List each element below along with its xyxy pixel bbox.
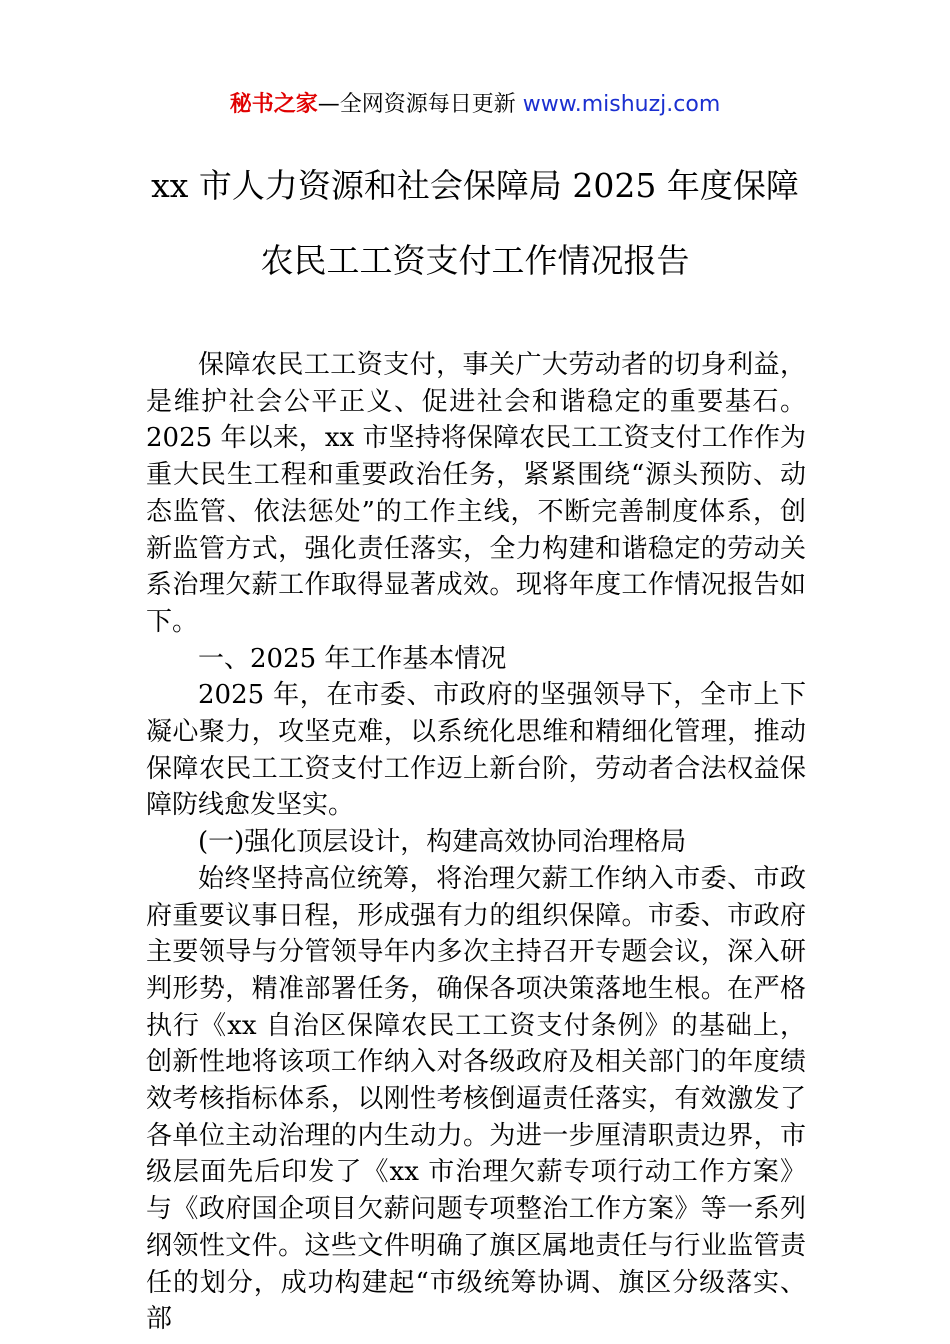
- title-line-2: 农民工工资支付工作情况报告: [260, 241, 690, 280]
- paragraph-overview: 2025 年，在市委、市政府的坚强领导下，全市上下凝心聚力，攻坚克难，以系统化思维和精细化管理，推动保障农民工工资支付工作迈上新台阶，劳动者合法权益保障防线愈发坚实。: [146, 680, 806, 821]
- section-heading-1: 一、2025 年工作基本情况: [198, 643, 507, 674]
- site-slogan: —全网资源每日更新: [317, 92, 523, 117]
- document-title: [100, 160, 850, 287]
- site-url-link[interactable]: www.mishuzj.com: [522, 92, 721, 117]
- paragraph-intro: 保障农民工工资支付，事关广大劳动者的切身利益，是维护社会公平正义、促进社会和谐稳定的重要基石。2025 年以来，xx 市坚持将保障农民工工资支付工作作为重大民生工程和重要政治任务，紧紧围绕“源头预防、动态监管、依法惩处”的工作主线，不断完善制度体系，创新监管方式，强化责任落实，全力构建和谐稳定的劳动关系治理欠薪工作取得显著成效。现将年度工作情况报告如下。: [146, 350, 806, 637]
- subsection-heading-1: (一)强化顶层设计，构建高效协同治理格局: [198, 827, 687, 858]
- document-body: [146, 347, 806, 1338]
- paragraph-detail: 始终坚持高位统筹，将治理欠薪工作纳入市委、市政府重要议事日程，形成强有力的组织保障。市委、市政府主要领导与分管领导年内多次主持召开专题会议，深入研判形势，精准部署任务，确保各项决策落地生根。在严格执行《xx 自治区保障农民工工资支付条例》的基础上，创新性地将该项工作纳入对各级政府及相关部门的年度绩效考核指标体系，以刚性考核倒逼责任落实，有效激发了各单位主动治理的内生动力。为进一步厘清职责边界，市级层面先后印发了《xx 市治理欠薪专项行动工作方案》与《政府国企项目欠薪问题专项整治工作方案》等一系列纲领性文件。这些文件明确了旗区属地责任与行业监管责任的划分，成功构建起“市级统筹协调、旗区分级落实、部: [146, 863, 806, 1335]
- title-line-1: xx 市人力资源和社会保障局 2025 年度保障: [151, 166, 799, 205]
- site-header: [0, 88, 950, 122]
- site-brand: 秘书之家: [229, 92, 318, 117]
